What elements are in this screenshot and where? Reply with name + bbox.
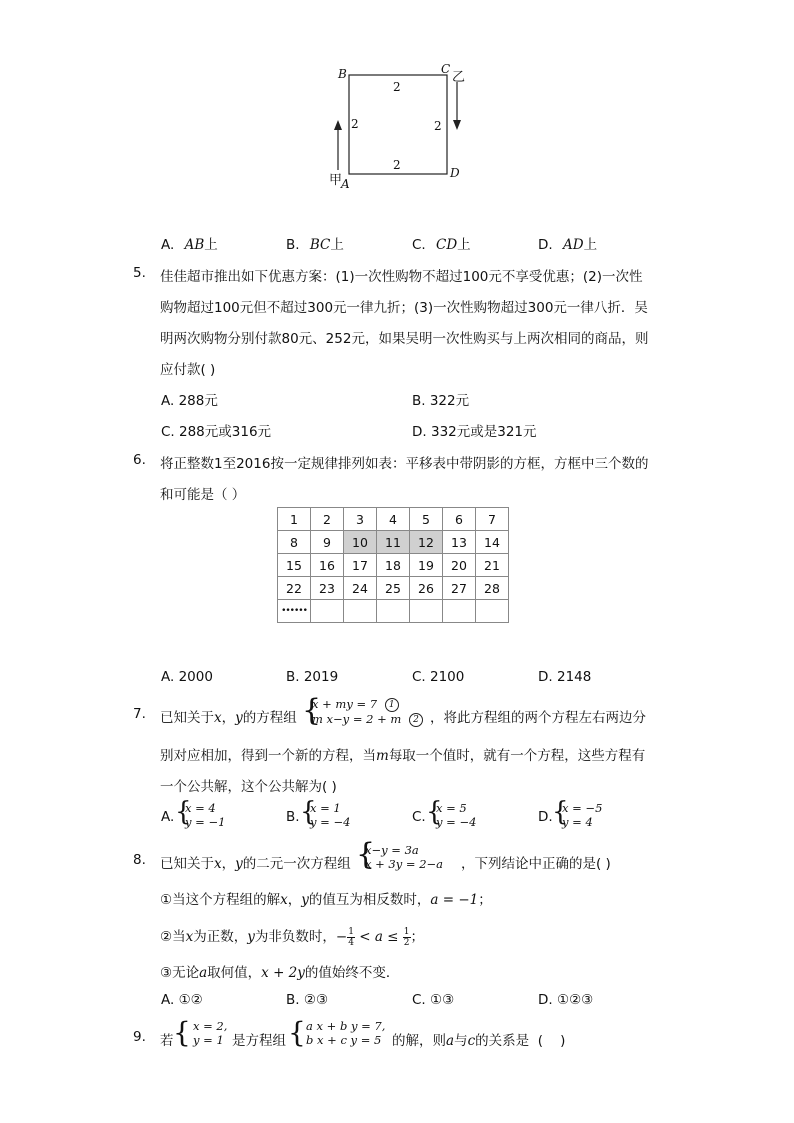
text-fragment: 已知关于 [160, 856, 214, 872]
q8-option-c[interactable]: C. ①③ [412, 992, 455, 1008]
var-m: m [376, 748, 389, 764]
shaded-cell: 11 [377, 531, 410, 554]
table-cell: 24 [344, 577, 377, 600]
text-fragment: 为正数， [193, 929, 248, 945]
equation-2: x + 3y = 2−a [365, 857, 444, 871]
q8-option-a[interactable]: A. ①② [161, 992, 203, 1008]
q6-option-b[interactable]: B. 2019 [286, 669, 339, 685]
question-text-line: 一个公共解，这个公共解为( ) [160, 779, 337, 795]
question-text-fragment: 是方程组 [232, 1033, 286, 1049]
equation-1: x−y = 3a [365, 843, 419, 857]
q4-option-var: AB [184, 237, 205, 253]
option-system [185, 801, 225, 829]
equation-2: b x + c y = 5 [306, 1033, 382, 1047]
option-eq-1: x = −5 [562, 801, 603, 815]
table-cell: 8 [278, 531, 311, 554]
table-row [278, 600, 509, 623]
text-fragment: ； [478, 892, 492, 908]
table-cell [410, 600, 443, 623]
text-fragment: ②当 [160, 929, 186, 945]
var-y: y [235, 710, 243, 726]
var-x: x [185, 929, 194, 945]
var-a: a [446, 1033, 455, 1049]
q4-option-var: AD [562, 237, 584, 253]
option-eq-2: y = −1 [185, 815, 226, 829]
table-cell: 21 [476, 554, 509, 577]
numerator: 1 [348, 926, 354, 937]
text-fragment: 的方程组 [242, 710, 297, 726]
option-brace: { [552, 797, 569, 827]
text-fragment: 取何值， [207, 965, 262, 981]
q5-option-c[interactable]: C. 288元或316元 [161, 424, 272, 440]
system-brace: { [173, 1016, 191, 1049]
q4-option-var: BC [309, 237, 331, 253]
statement-2 [160, 925, 424, 948]
text-fragment: 的值始终不变． [304, 965, 400, 981]
table-cell: 22 [278, 577, 311, 600]
question-text-line: 将正整数1至2016按一定规律排列如表：平移表中带阴影的方框，方框中三个数的 [160, 456, 649, 472]
question-text-line [160, 852, 351, 872]
equation-system [365, 843, 443, 871]
option-system [310, 801, 350, 829]
system-brace: { [288, 1016, 306, 1049]
table-cell: 23 [311, 577, 344, 600]
text-fragment: 的值互为相反数时， [308, 892, 431, 908]
arrow-down-head [453, 120, 461, 130]
text-fragment: 的二元一次方程组 [242, 856, 351, 872]
table-row [278, 531, 509, 554]
question-number: 9. [133, 1029, 146, 1045]
table-cell [377, 600, 410, 623]
table-cell: 7 [476, 508, 509, 531]
question-text-line: 佳佳超市推出如下优惠方案：(1)一次性购物不超过100元不享受优惠；(2)一次性 [160, 269, 643, 285]
math-expr: < a ≤ [354, 929, 403, 945]
person-yi-label: 乙 [452, 70, 466, 85]
table-cell [344, 600, 377, 623]
fraction [403, 927, 411, 948]
shaded-cell: 10 [344, 531, 377, 554]
equation-system [312, 697, 423, 727]
text-fragment: 别对应相加，得到一个新的方程，当 [160, 748, 376, 764]
vertex-b-label: B [338, 67, 347, 81]
text-fragment: 的关系是 ( ) [475, 1033, 566, 1049]
table-row [278, 577, 509, 600]
side-bottom-length: 2 [393, 158, 401, 172]
var-c: c [467, 1033, 476, 1049]
equation-1: x + my = 7 [312, 697, 378, 711]
vertex-a-label: A [341, 177, 350, 191]
solution-system [193, 1019, 227, 1047]
table-cell: 17 [344, 554, 377, 577]
fraction [347, 927, 355, 948]
vertex-c-label: C [441, 62, 451, 76]
text-fragment: ， [287, 892, 302, 908]
shaded-cell: 12 [410, 531, 443, 554]
question-text-line: 购物超过100元但不超过300元一律九折；(3)一次性购物超过300元一律八折．吴 [160, 300, 648, 316]
question-number: 5. [133, 265, 146, 281]
option-letter: C. [412, 809, 426, 825]
table-row [278, 554, 509, 577]
number-table [277, 507, 509, 623]
solution-eq-1: x = 2, [193, 1019, 228, 1033]
q4-option-letter: A. [161, 237, 175, 253]
q4-option-d[interactable] [538, 233, 597, 253]
text-fragment: ③无论 [160, 965, 200, 981]
q4-option-suffix: 上 [204, 237, 218, 253]
text-fragment: 已知关于 [160, 710, 214, 726]
math-expr: x + 2y [261, 965, 305, 981]
text-fragment: 每取一个值时，就有一个方程，这些方程有 [388, 748, 646, 764]
question-text-line [160, 706, 297, 726]
var-y: y [301, 892, 309, 908]
option-eq-1: x = 4 [185, 801, 216, 815]
statement-3 [160, 961, 399, 981]
system-brace: { [356, 837, 376, 872]
option-system [436, 801, 476, 829]
question-text-line: 应付款( ) [160, 362, 216, 378]
var-y: y [235, 856, 243, 872]
minus-sign: − [335, 929, 348, 945]
numerator: 1 [403, 926, 410, 937]
option-letter: B. [286, 809, 300, 825]
table-cell: 13 [443, 531, 476, 554]
question-text-fragment: 若 [160, 1033, 174, 1049]
table-cell [311, 600, 344, 623]
q8-option-d[interactable]: D. ①②③ [538, 992, 594, 1008]
math-expr: a = −1 [430, 892, 479, 908]
question-number: 6. [133, 452, 146, 468]
table-cell: 3 [344, 508, 377, 531]
statement-1 [160, 888, 492, 908]
text-fragment: ①当这个方程组的解 [160, 892, 281, 908]
table-cell [476, 600, 509, 623]
text-fragment: 为非负数时， [254, 929, 336, 945]
text-fragment: ； [410, 929, 424, 945]
equation-system [306, 1019, 385, 1047]
table-cell: 5 [410, 508, 443, 531]
side-right-length: 2 [434, 119, 442, 133]
option-eq-2: y = −4 [310, 815, 351, 829]
question-text-line: 明两次购物分别付款80元、252元，如果吴明一次性购买与上两次相同的商品，则 [160, 331, 649, 347]
var-a: a [199, 965, 208, 981]
table-cell: 15 [278, 554, 311, 577]
table-cell: 14 [476, 531, 509, 554]
q8-option-b[interactable]: B. ②③ [286, 992, 329, 1008]
q5-option-a[interactable]: A. 288元 [161, 393, 218, 409]
question-number: 8. [133, 852, 146, 868]
option-brace: { [175, 797, 192, 827]
table-cell: 16 [311, 554, 344, 577]
question-text-line [160, 744, 645, 764]
arrow-up-head [334, 120, 342, 130]
table-cell: •••••• [278, 600, 311, 623]
question-text-line: 和可能是（ ） [160, 487, 246, 503]
var-x: x [280, 892, 288, 908]
question-text-fragment: ，将此方程组的两个方程左右两边分 [430, 710, 646, 726]
table-cell: 4 [377, 508, 410, 531]
text-fragment: 的解，则 [392, 1033, 446, 1049]
option-letter: D. [538, 809, 553, 825]
table-cell: 25 [377, 577, 410, 600]
table-cell [443, 600, 476, 623]
q4-option-var: CD [436, 237, 458, 253]
table-cell: 27 [443, 577, 476, 600]
var-x: x [214, 856, 222, 872]
option-eq-2: y = 4 [562, 815, 593, 829]
q6-option-d[interactable]: D. 2148 [538, 669, 592, 685]
table-row [278, 508, 509, 531]
option-eq-1: x = 5 [436, 801, 467, 815]
side-top-length: 2 [393, 80, 401, 94]
q4-option-a[interactable] [161, 233, 218, 253]
q4-option-letter: D. [538, 237, 553, 253]
text-fragment: ， [221, 856, 236, 872]
table-cell: 20 [443, 554, 476, 577]
q5-option-b[interactable]: B. 322元 [412, 393, 470, 409]
equation-1: a x + b y = 7, [306, 1019, 386, 1033]
question-text-fragment [392, 1029, 565, 1049]
q4-option-b[interactable] [286, 233, 344, 253]
denominator: 2 [403, 937, 410, 948]
equation-2: m x−y = 2 + m [312, 712, 402, 726]
question-number: 7. [133, 706, 146, 722]
q5-option-d[interactable]: D. 332元或是321元 [412, 424, 537, 440]
q4-option-suffix: 上 [457, 237, 471, 253]
text-fragment: 与 [454, 1033, 468, 1049]
q4-option-suffix: 上 [583, 237, 598, 253]
option-letter: A. [161, 809, 175, 825]
q4-option-letter: B. [286, 237, 300, 253]
option-brace: { [300, 797, 317, 827]
var-y: y [247, 929, 255, 945]
q6-option-a[interactable]: A. 2000 [161, 669, 213, 685]
q4-option-c[interactable] [412, 233, 471, 253]
text-fragment: ， [221, 710, 236, 726]
person-jia-label: 甲 [329, 173, 343, 188]
solution-eq-2: y = 1 [193, 1033, 224, 1047]
option-eq-2: y = −4 [436, 815, 477, 829]
option-eq-1: x = 1 [310, 801, 341, 815]
table-cell: 18 [377, 554, 410, 577]
denominator: 4 [348, 937, 354, 948]
option-system [562, 801, 602, 829]
question-text-fragment: ，下列结论中正确的是( ) [461, 856, 611, 872]
table-cell: 1 [278, 508, 311, 531]
side-left-length: 2 [351, 117, 359, 131]
table-cell: 2 [311, 508, 344, 531]
q6-option-c[interactable]: C. 2100 [412, 669, 465, 685]
table-cell: 26 [410, 577, 443, 600]
system-brace: { [302, 693, 322, 728]
circled-number: 1 [385, 698, 399, 712]
table-cell: 19 [410, 554, 443, 577]
vertex-d-label: D [450, 166, 460, 180]
circled-number: 2 [409, 713, 423, 727]
option-brace: { [426, 797, 443, 827]
q4-option-suffix: 上 [330, 237, 344, 253]
table-cell: 6 [443, 508, 476, 531]
var-x: x [214, 710, 222, 726]
q4-option-letter: C. [412, 237, 426, 253]
table-cell: 9 [311, 531, 344, 554]
table-cell: 28 [476, 577, 509, 600]
